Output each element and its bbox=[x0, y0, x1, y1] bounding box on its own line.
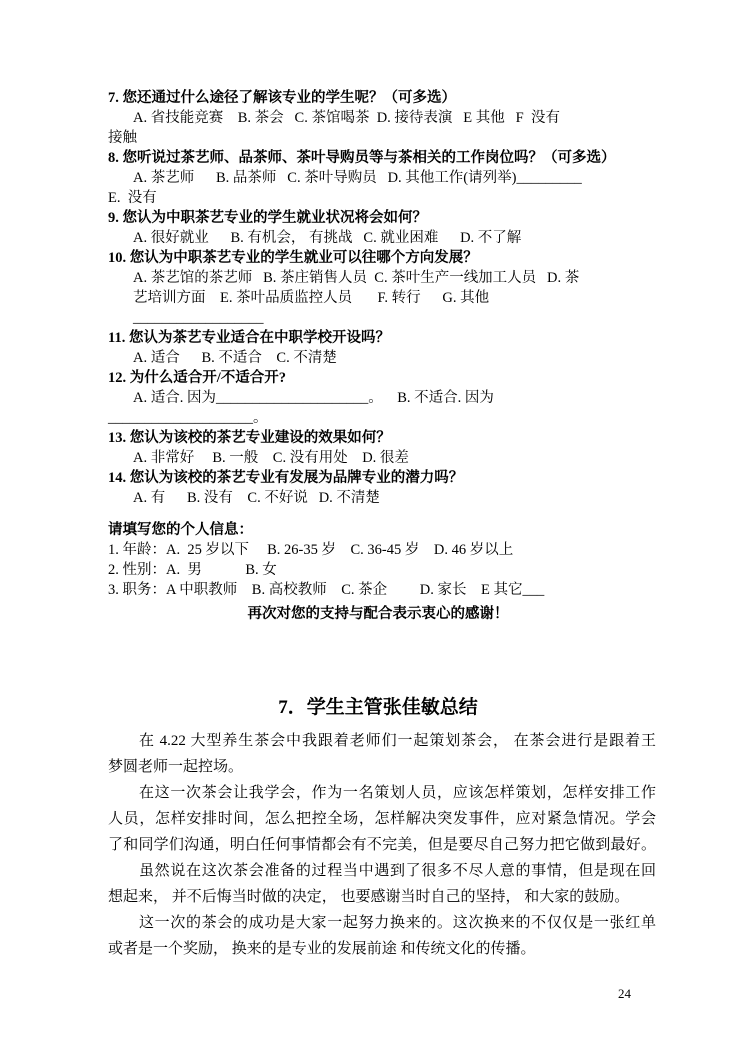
section-heading: 7．学生主管张佳敏总结 bbox=[278, 697, 478, 718]
text-line: 11. 您认为茶艺专业适合在中职学校开设吗？ bbox=[108, 330, 390, 346]
text-line: 3. 职务：A 中职教师 B. 高校教师 C. 茶企 D. 家长 E 其它___ bbox=[108, 582, 545, 598]
text-line: 9. 您认为中职茶艺专业的学生就业状况将会如何？ bbox=[108, 210, 427, 226]
text-line: 这一次的茶会的成功是大家一起努力换来的。这次换来的不仅仅是一张红单 bbox=[139, 915, 656, 931]
text-line: 1. 年龄：A. 25 岁以下 B. 26-35 岁 C. 36-45 岁 D. 46 岁以上 bbox=[108, 542, 514, 558]
text-line: 虽然说在这次茶会准备的过程当中遇到了很多不尽人意的事情，但是现在回 bbox=[139, 863, 656, 879]
text-line: A. 非常好 B. 一般 C. 没有用处 D. 很差 bbox=[133, 450, 409, 466]
closing-thanks-line: 再次对您的支持与配合表示衷心的感谢！ bbox=[247, 606, 509, 622]
text-line: 12. 为什么适合开/不适合开? bbox=[108, 370, 287, 386]
text-line: 请填写您的个人信息： bbox=[108, 522, 253, 538]
text-line: 人员，怎样安排时间，怎么把控全场，怎样解决突发事件，应对紧急情况。学会 bbox=[108, 811, 656, 827]
text-line: 13. 您认为该校的茶艺专业建设的效果如何？ bbox=[108, 430, 391, 446]
text-line: 7. 您还通过什么途径了解该专业的学生呢？（可多选） bbox=[108, 90, 456, 106]
text-line: A. 适合. 因为_____________________。 B. 不适合. 因为 bbox=[133, 390, 494, 406]
text-line: A. 适合 B. 不适合 C. 不清楚 bbox=[133, 350, 337, 366]
text-line: 在这一次茶会让我学会，作为一名策划人员，应该怎样策划，怎样安排工作 bbox=[139, 785, 656, 801]
survey-questions-section bbox=[108, 88, 648, 600]
text-line: 14. 您认为该校的茶艺专业有发展为品牌专业的潜力吗？ bbox=[108, 470, 464, 486]
page-content bbox=[108, 88, 656, 962]
page-number: 24 bbox=[618, 986, 631, 1001]
text-line: 了和同学们沟通，明白任何事情都会有不完美，但是要尽自己努力把它做到最好。 bbox=[108, 837, 656, 853]
text-line: 在 4.22 大型养生茶会中我跟着老师们一起策划茶会， 在茶会进行是跟着王 bbox=[139, 733, 656, 749]
text-line: 8. 您听说过茶艺师、品茶师、茶叶导购员等与茶相关的工作岗位吗？（可多选） bbox=[108, 150, 616, 166]
text-line: __________________ bbox=[133, 310, 264, 326]
text-line: 想起来， 并不后悔当时做的决定， 也要感谢当时自己的坚持， 和大家的鼓励。 bbox=[108, 889, 630, 905]
text-line: A. 有 B. 没有 C. 不好说 D. 不清楚 bbox=[133, 490, 380, 506]
text-line: E. 没有 bbox=[108, 190, 157, 206]
text-line: ____________________。 bbox=[108, 410, 268, 426]
summary-body bbox=[108, 728, 656, 962]
text-line: 艺培训方面 E. 茶叶品质监控人员 F. 转行 G. 其他 bbox=[133, 290, 490, 306]
text-line: 2. 性别：A. 男 B. 女 bbox=[108, 562, 277, 578]
text-line: 接触 bbox=[108, 130, 137, 146]
text-line: A. 很好就业 B. 有机会， 有挑战 C. 就业困难 D. 不了解 bbox=[133, 230, 522, 246]
text-line: 10. 您认为中职茶艺专业的学生就业可以往哪个方向发展？ bbox=[108, 250, 478, 266]
text-line: A. 茶艺馆的茶艺师 B. 茶庄销售人员 C. 茶叶生产一线加工人员 D. 茶 bbox=[133, 270, 580, 286]
text-line: A. 省技能竞赛 B. 茶会 C. 茶馆喝茶 D. 接待表演 E 其他 F 没有 bbox=[133, 110, 560, 126]
text-line: A. 茶艺师 B. 品茶师 C. 茶叶导购员 D. 其他工作(请列举)_________ bbox=[133, 170, 582, 186]
text-line: 或者是一个奖励， 换来的是专业的发展前途 和传统文化的传播。 bbox=[108, 941, 536, 957]
text-line: 梦圆老师一起控场。 bbox=[108, 759, 244, 775]
